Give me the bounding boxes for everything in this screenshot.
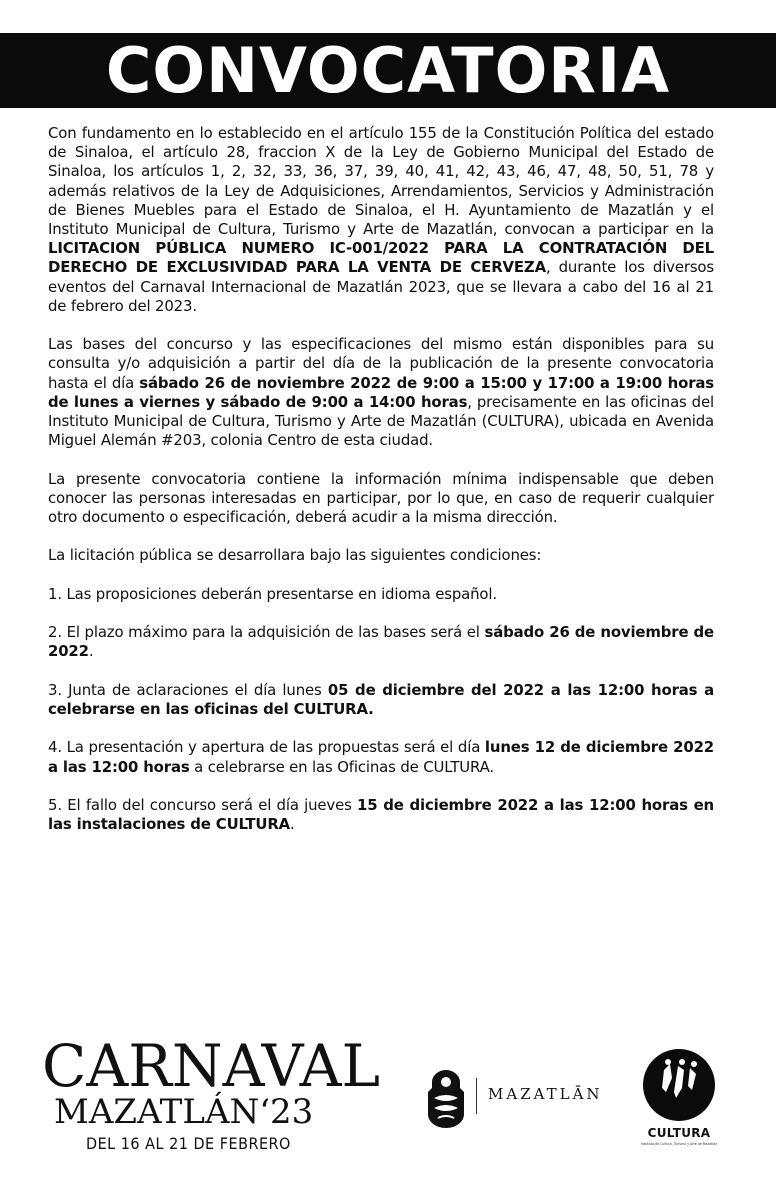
paragraph-2-tail: , precisamente en las oficinas del Instituto Municipal de Cultura, Turismo y Arte de Mazatlán (CULTURA), ubicada en Avenida Miguel Alemán #203, colonia Centro de esta ciudad. [48,392,714,450]
condition-2-text: 2. El plazo máximo para la adquisición de las bases será el [48,623,485,642]
paragraph-2 [48,335,714,450]
carnaval-city-year: MAZATLÁN‘23 [54,1092,314,1132]
condition-5-tail: . [290,815,295,834]
condition-5-text: 5. El fallo del concurso será el día jueves [48,795,358,814]
condition-3-date: 05 de diciembre del 2022 a las 12:00 horas a celebrarse en las oficinas del CULTURA. [48,680,714,718]
cultura-logo [636,1048,722,1158]
condition-3 [48,681,714,719]
logo-divider [476,1078,477,1114]
carnaval-wordmark: CARNAVAL [42,1032,381,1100]
condition-5-date: 15 de diciembre 2022 a las 12:00 horas en las instalaciones de CULTURA [48,795,714,834]
licitacion-title: LICITACION PÚBLICA NUMERO IC-001/2022 PARA LA CONTRATACIÓN DEL DERECHO DE EXCLUSIVIDAD PARA LA VENTA DE CERVEZA [48,239,714,277]
carnaval-logo [42,1032,381,1153]
cultura-label: CULTURA [647,1126,711,1140]
condition-4-text: 4. La presentación y apertura de las propuestas será el día [48,738,485,757]
cultura-subtitle: Instituto de Cultura, Turismo y Arte de Mazatlán [640,1142,718,1146]
condition-2-date: sábado 26 de noviembre de 2022 [48,623,715,661]
cultura-emblem-icon [642,1048,716,1122]
paragraph-3: La presente convocatoria contiene la información mínima indispensable que deben conocer las personas interesadas en participar, por lo que, en caso de requerir cualquier otro documento o especificación, deberá acudir a la misma dirección. [48,469,714,527]
condition-4-date: lunes 12 de diciembre 2022 a las 12:00 horas [48,738,714,776]
condition-3-text: 3. Junta de aclaraciones el día lunes [48,680,328,699]
paragraph-1 [48,124,714,316]
page-title: CONVOCATORIA [105,33,671,107]
condition-1: 1. Las proposiciones deberán presentarse en idioma español. [48,584,497,603]
schedule-bold: sábado 26 de noviembre 2022 de 9:00 a 15:00 y 17:00 a 19:00 horas de lunes a viernes y sábado de 9:00 a 14:00 horas [48,373,714,411]
paragraph-2-text: Las bases del concurso y las especificaciones del mismo están disponibles para su consulta y/o adquisición a partir del día de la publicación de la presente convocatoria hasta el día [48,335,714,392]
document-body [48,124,714,834]
paragraph-1-text: Con fundamento en lo establecido en el artículo 155 de la Constitución Política del estado de Sinaloa, el artículo 28, fraccion X de la Ley de Gobierno Municipal del Estado de Sinaloa, los artículos 1, 2, 32, 33, 36, 37, 39, 40, 41, 42, 43, 46, 47, 48, 50, 51, 78 y además relativos de la Ley de Adquisiciones, Arrendamientos, Servicios y Administración de Bienes Muebles para el Estado de Sinaloa, el H. Ayuntamiento de Mazatlán y el Instituto Municipal de Cultura, Turismo y Arte de Mazatlán, convocan a participar en la [48,124,714,239]
condition-4-tail: a celebrarse en las Oficinas de CULTURA. [189,757,494,776]
footer-logos [0,1030,776,1181]
mazatlan-logo-text: MAZATLĀN [488,1085,603,1103]
paragraph-1-tail: , durante los diversos eventos del Carnaval Internacional de Mazatlán 2023, que se llevara a cabo del 16 al 21 de febrero del 2023. [48,258,714,315]
condition-4 [48,738,714,776]
condition-2 [48,623,714,661]
condition-5 [48,796,714,834]
title-banner [0,33,776,108]
carnaval-dates: DEL 16 AL 21 DE FEBRERO [86,1134,291,1153]
mazatlan-shield-icon [424,1068,468,1130]
paragraph-4: La licitación pública se desarrollara bajo las siguientes condiciones: [48,546,542,565]
condition-2-tail: . [88,642,94,661]
